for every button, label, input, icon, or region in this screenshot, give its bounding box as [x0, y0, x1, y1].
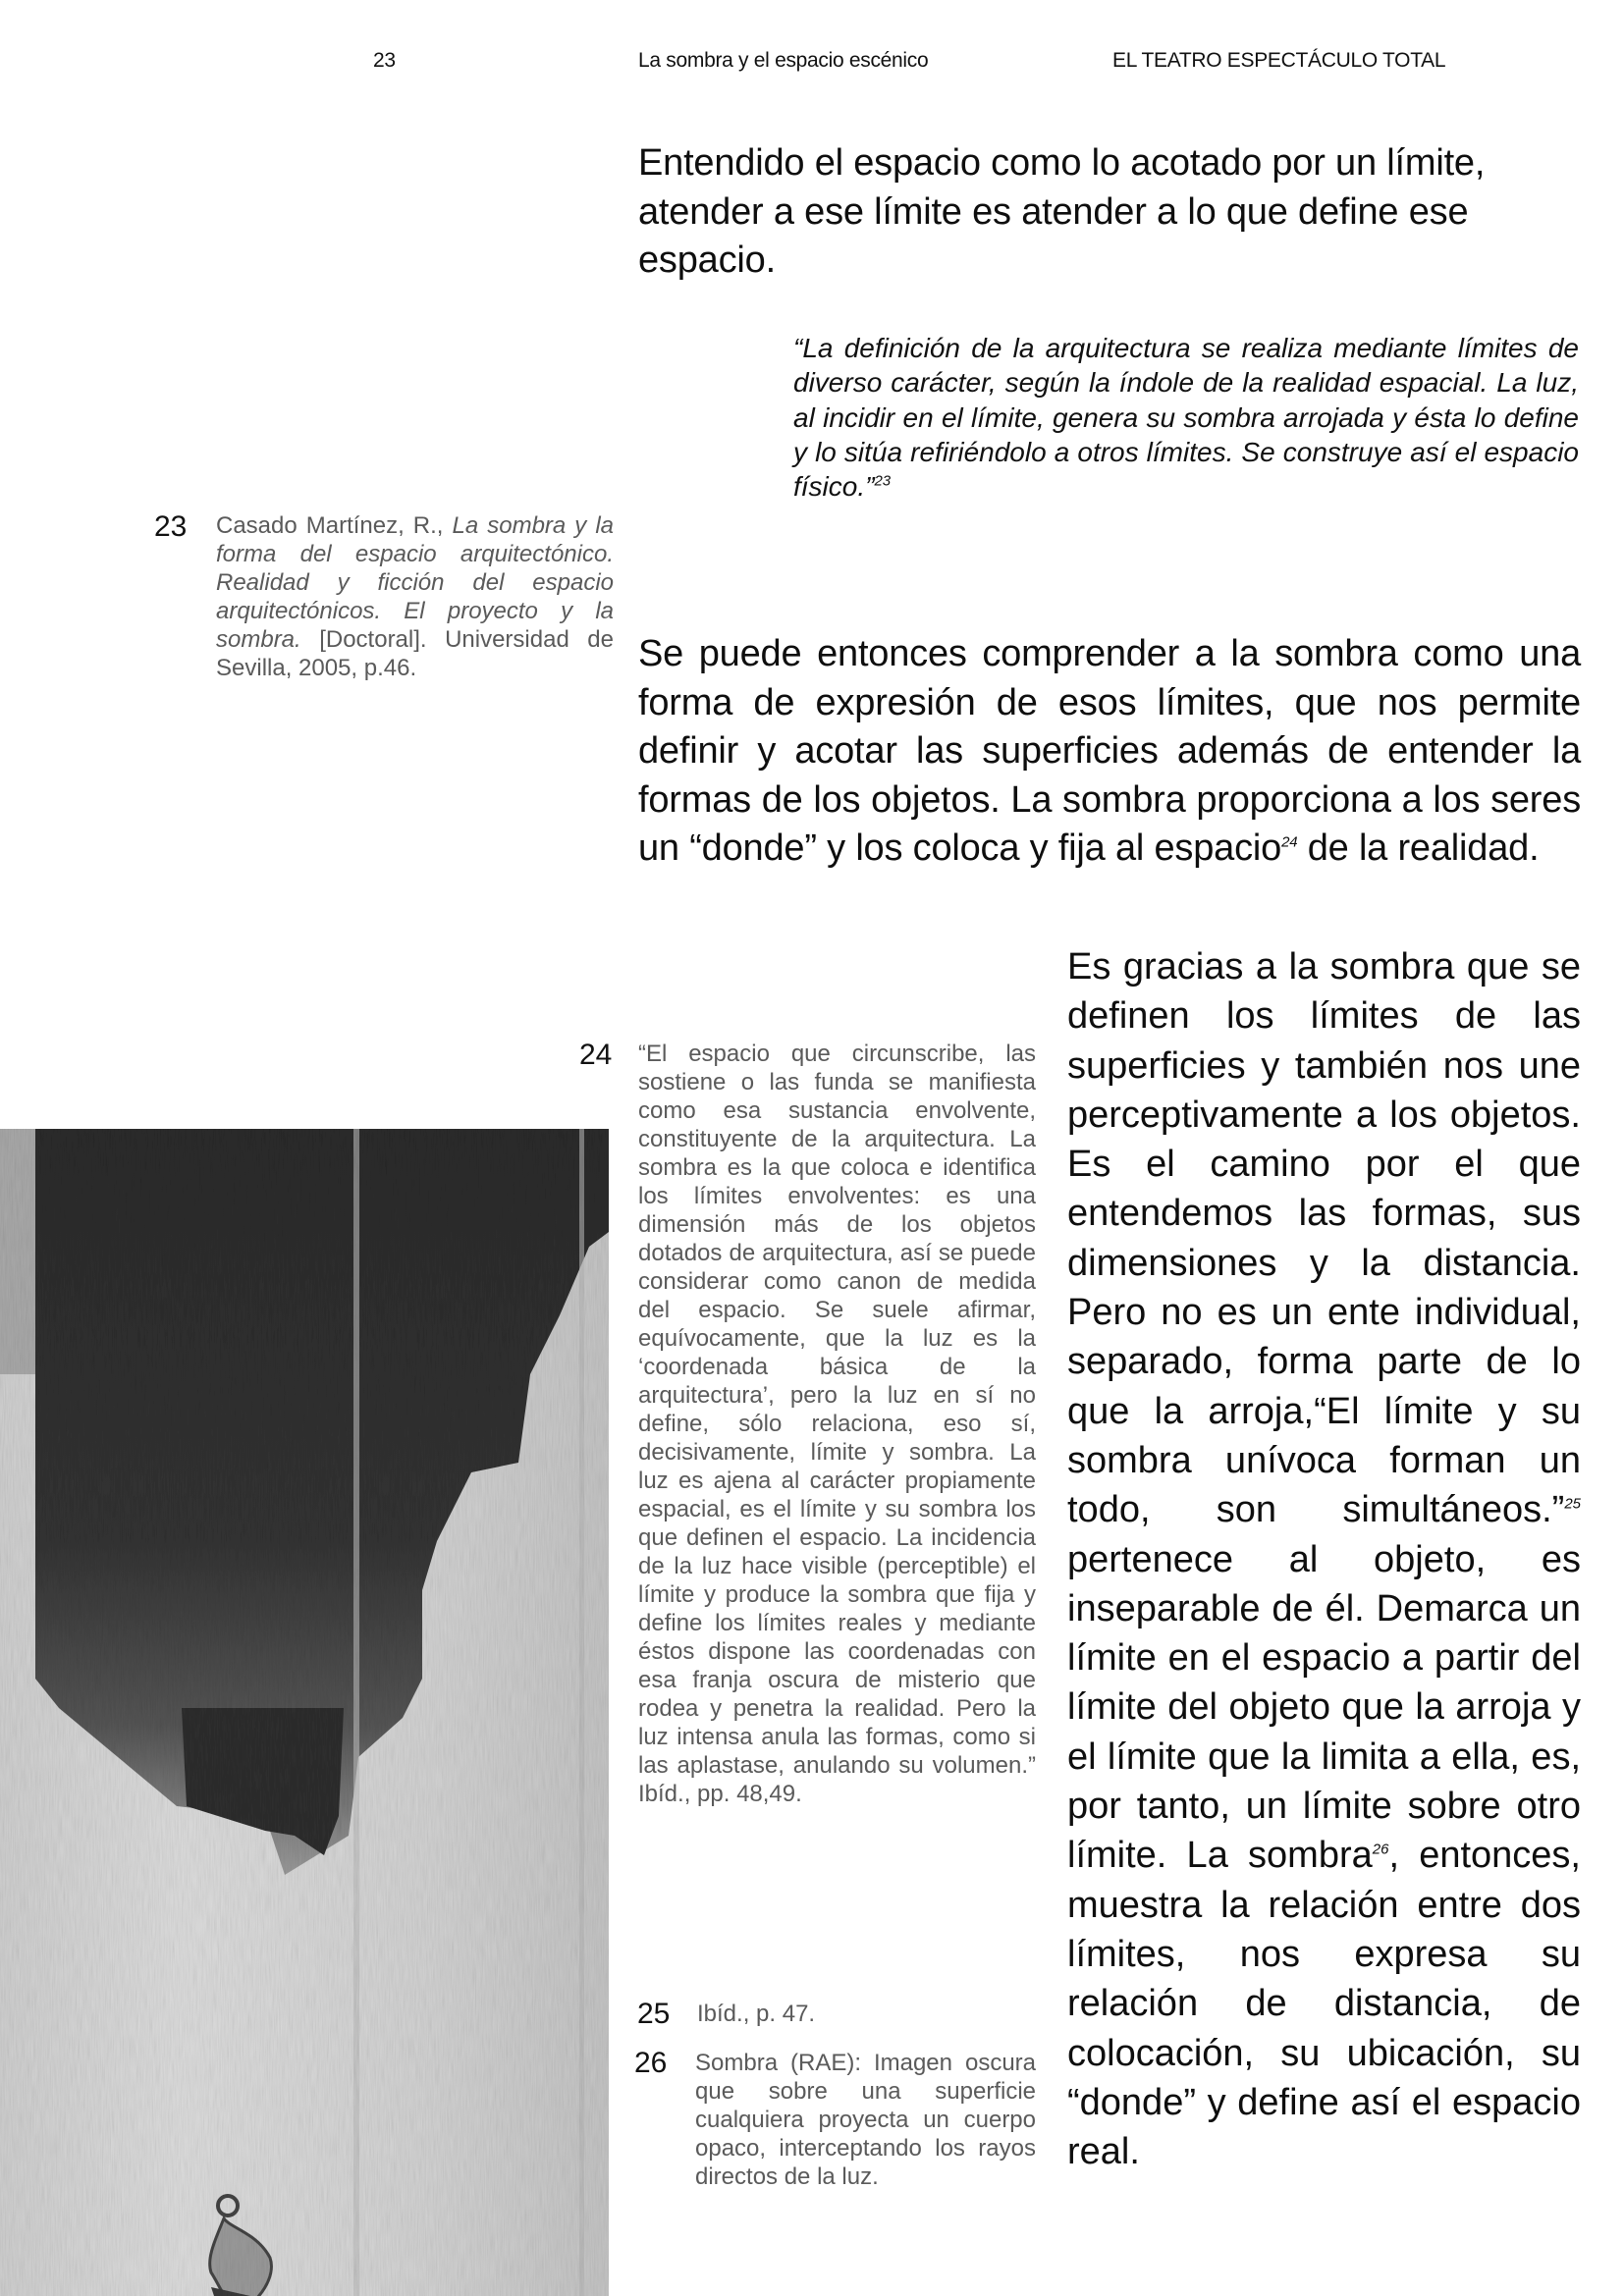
- quote-text: “La definición de la arquitectura se realiza mediante límites de diverso carácter, según la índole de la realidad espacial. La luz, al incidir en el límite, genera su sombra arrojada y ésta lo define y lo sitúa refiriéndolo a otros límites. Se construye así el espacio físico.”: [793, 333, 1579, 503]
- paragraph-text: de la realidad.: [1297, 828, 1540, 869]
- section-title: La sombra y el espacio escénico: [638, 49, 929, 72]
- left-strip: [0, 1129, 35, 1374]
- paragraph-text: pertenece al objeto, es inseparable de él. Demarca un límite en el espacio a partir del límite del objeto que la arroja y el límite que la limita a ella, es, por tanto, un límite sobre otro límite. La sombra: [1067, 1538, 1581, 1877]
- footnote-author: Casado Martínez, R.,: [216, 512, 453, 539]
- footnote-25: Ibíd., p. 47.: [697, 2001, 816, 2027]
- intro-paragraph: Entendido el espacio como lo acotado por un límite, atender a ese límite es atender a lo que define ese espacio.: [638, 142, 1486, 281]
- footnote-26: Sombra (RAE): Imagen oscura que sobre una superficie cualquiera proyecta un cuerpo opaco, interceptando los rayos directos de la luz.: [695, 2050, 1036, 2190]
- footnote-ref-23[interactable]: 23: [874, 472, 892, 490]
- footnote-23: [216, 511, 614, 682]
- paragraph-text: , entonces, muestra la relación entre dos límites, nos expresa su relación de distancia, de colocación, su ubicación, su “donde” y define así el espacio real.: [1067, 1835, 1581, 2173]
- footnote-number: 25: [637, 1998, 671, 2030]
- footnote-ref-25[interactable]: 25: [1564, 1495, 1581, 1513]
- shadow-photograph: [0, 1129, 609, 2296]
- paragraph-text: Es gracias a la sombra que se definen los límites de las superficies y también nos une perceptivamente a los objetos. Es el camino por el que entendemos las formas, sus dimensiones y la distancia. Pero no es un ente individual, separado, forma parte de lo que la arroja,“El límite y su sombra unívoca forman un todo, son simultáneos.”: [1067, 946, 1581, 1531]
- page-number: 23: [373, 49, 396, 72]
- paragraph-text: Se puede entonces comprender a la sombra como una forma de expresión de esos límites, que nos permite definir y acotar las superficies además de entender la formas de los objetos. La sombra proporciona a los seres un “donde” y los coloca y fija al espacio: [638, 633, 1581, 869]
- footnote-publication: [Doctoral]. Universidad de Sevilla, 2005, p.46.: [216, 626, 614, 681]
- footnote-ref-24[interactable]: 24: [1281, 833, 1298, 851]
- block-quote: [793, 331, 1579, 504]
- paragraph-shadow-expression: [638, 630, 1581, 874]
- paragraph-shadow-limits: [1067, 942, 1581, 2176]
- footnote-number: 26: [634, 2047, 668, 2079]
- footnote-24: “El espacio que circunscribe, las sostiene o las funda se manifiesta como esa sustancia envolvente, constituyente de la arquitectura. La sombra es la que coloca e identifica los límites envolventes: es una dimensión más de los objetos dotados de arquitectura, así se puede considerar como canon de medida del espacio. Se suele afirmar, equívocamente, que la luz es la ‘coordenada básica de la arquitectura’, pero la luz en sí no define, sólo relaciona, eso sí, decisivamente, límite y sombra. La luz es ajena al carácter propiamente espacial, es el límite y su sombra los que definen el espacio. La incidencia de la luz hace visible (perceptible) el límite y produce la sombra que fija y define los límites reales y mediante éstos dispone las coordenadas con esa franja oscura de misterio que rodea y penetra la realidad. Pero la luz intensa anula las formas, como si las aplastase, anulando su volumen.” Ibíd., pp. 48,49.: [638, 1041, 1036, 1807]
- footnote-number: 24: [579, 1039, 613, 1071]
- vertical-band: [579, 1129, 584, 2296]
- vertical-band: [353, 1129, 359, 2296]
- footnote-number: 23: [154, 510, 188, 543]
- footnote-work-title: La sombra y la forma del espacio arquitectónico. Realidad y ficción del espacio arquitectónicos. El proyecto y la sombra.: [216, 512, 614, 653]
- book-title: EL TEATRO ESPECTÁCULO TOTAL: [1112, 49, 1446, 72]
- footnote-ref-26[interactable]: 26: [1372, 1841, 1389, 1858]
